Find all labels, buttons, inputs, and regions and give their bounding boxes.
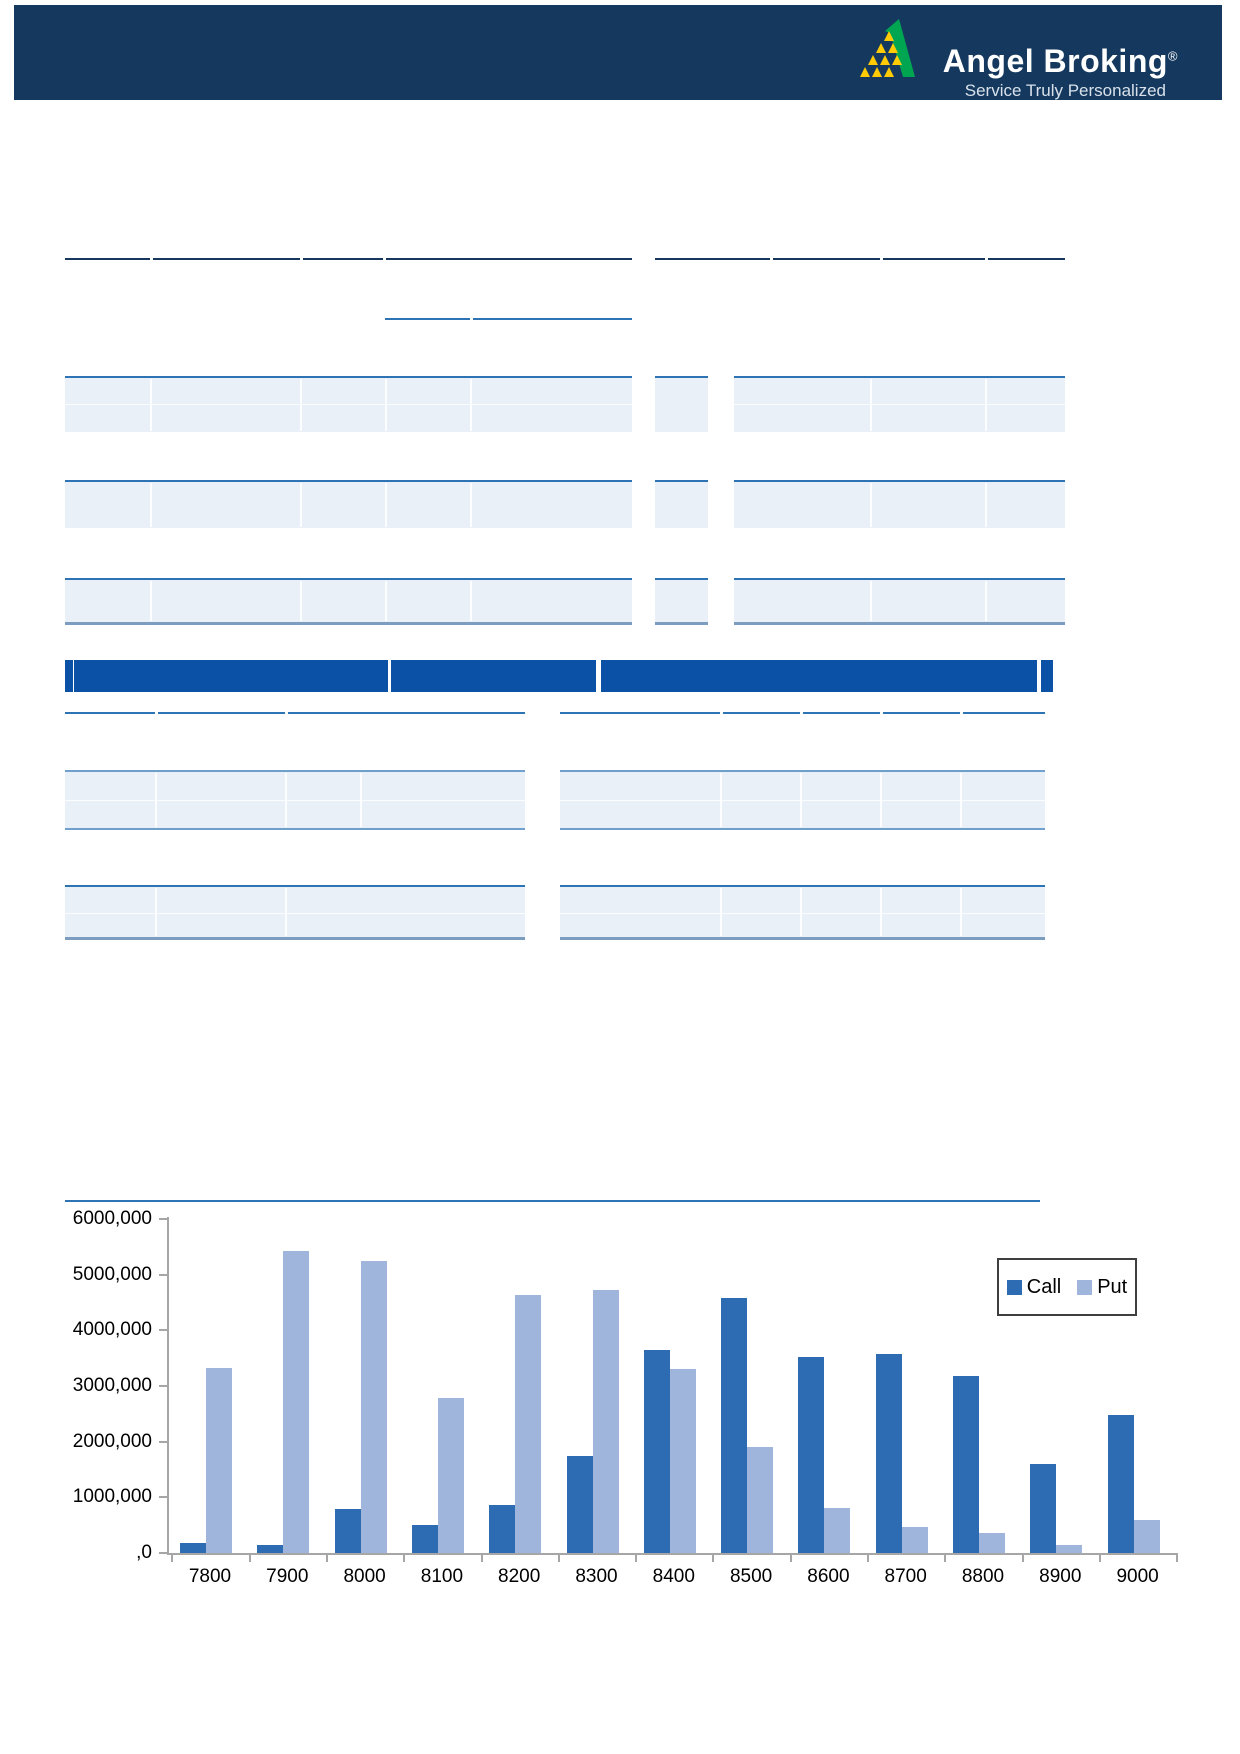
legend-swatch-put <box>1077 1280 1092 1295</box>
y-axis-tick-label: ,0 <box>136 1542 152 1564</box>
bar-call-8700 <box>876 1354 902 1553</box>
x-axis-tick-mark <box>481 1555 483 1562</box>
bar-put-8400 <box>670 1369 696 1553</box>
x-axis-tick-mark <box>790 1555 792 1562</box>
x-axis-category-label: 7800 <box>188 1566 232 1587</box>
bar-call-8800 <box>953 1376 979 1553</box>
x-axis-tick-mark <box>326 1555 328 1562</box>
brand-tagline: Service Truly Personalized <box>964 81 1166 100</box>
bar-call-7900 <box>257 1545 283 1553</box>
legend-label: Call <box>1026 1275 1062 1298</box>
bar-put-8300 <box>593 1290 619 1553</box>
x-axis-tick-mark <box>249 1555 251 1562</box>
legend-label: Put <box>1097 1275 1128 1298</box>
x-axis-category-label: 8600 <box>807 1566 850 1587</box>
legend-item-put <box>1077 1276 1127 1299</box>
bar-put-8600 <box>824 1508 850 1553</box>
bar-put-8000 <box>361 1261 387 1553</box>
x-axis-category-label: 8000 <box>343 1566 386 1587</box>
y-axis-tick-label: 6000,000 <box>72 1208 152 1229</box>
x-axis-tick-mark <box>171 1555 173 1562</box>
bar-call-8600 <box>798 1357 824 1553</box>
bar-put-8500 <box>747 1447 773 1553</box>
bar-put-8900 <box>1056 1545 1082 1553</box>
y-axis-tick-label: 4000,000 <box>72 1319 152 1341</box>
bar-put-8700 <box>902 1527 928 1553</box>
x-axis-line <box>167 1553 1178 1555</box>
x-axis-category-label: 8700 <box>884 1566 927 1587</box>
x-axis-category-label: 8500 <box>729 1566 773 1587</box>
bar-call-9000 <box>1108 1415 1134 1553</box>
bar-put-8800 <box>979 1533 1005 1553</box>
bar-put-7900 <box>283 1251 309 1553</box>
legend-swatch-call <box>1007 1280 1022 1295</box>
x-axis-category-label: 8800 <box>961 1566 1005 1587</box>
brand-name: Angel Broking® <box>942 43 1178 79</box>
x-axis-category-label: 8200 <box>498 1566 541 1587</box>
chart-legend <box>997 1258 1137 1316</box>
x-axis-tick-mark <box>1099 1555 1101 1562</box>
x-axis-tick-mark <box>712 1555 714 1562</box>
bar-call-8900 <box>1030 1464 1056 1553</box>
bar-call-7800 <box>180 1543 206 1553</box>
y-axis-tick-label: 5000,000 <box>72 1263 152 1285</box>
x-axis-tick-mark <box>1022 1555 1024 1562</box>
x-axis-category-label: 8900 <box>1039 1566 1082 1587</box>
bar-call-8500 <box>721 1298 747 1553</box>
x-axis-category-label: 8300 <box>575 1566 618 1587</box>
x-axis-tick-mark <box>558 1555 560 1562</box>
bar-call-8300 <box>567 1456 593 1553</box>
y-axis-tick-label: 2000,000 <box>72 1430 152 1452</box>
y-axis-tick-label: 1000,000 <box>72 1486 152 1508</box>
bar-call-8200 <box>489 1505 515 1553</box>
bar-put-9000 <box>1134 1520 1160 1553</box>
x-axis-tick-mark <box>635 1555 637 1562</box>
bar-put-8100 <box>438 1398 464 1553</box>
x-axis-category-label: 7900 <box>266 1566 309 1587</box>
y-axis-tick-label: 3000,000 <box>72 1375 152 1396</box>
y-axis-line <box>167 1217 169 1555</box>
x-axis-tick-mark <box>403 1555 405 1562</box>
bar-call-8100 <box>412 1525 438 1553</box>
x-axis-tick-mark <box>1176 1555 1178 1562</box>
bar-put-8200 <box>515 1295 541 1553</box>
x-axis-tick-mark <box>944 1555 946 1562</box>
bar-call-8000 <box>335 1509 361 1553</box>
bar-put-7800 <box>206 1368 232 1553</box>
bar-call-8400 <box>644 1350 670 1553</box>
registered-mark: ® <box>1167 48 1178 64</box>
x-axis-category-label: 8400 <box>652 1566 695 1587</box>
x-axis-tick-mark <box>867 1555 869 1562</box>
x-axis-category-label: 9000 <box>1116 1566 1159 1587</box>
legend-item-call <box>1007 1276 1061 1299</box>
x-axis-category-label: 8100 <box>420 1566 464 1587</box>
